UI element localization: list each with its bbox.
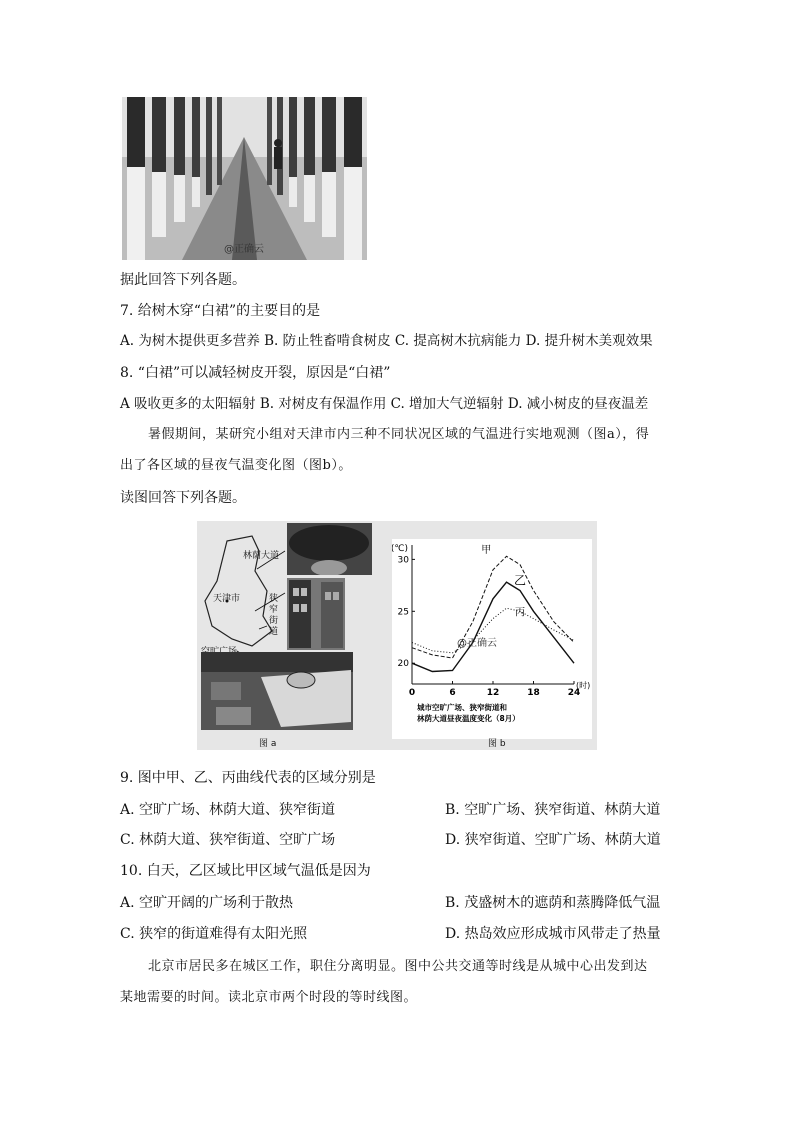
passage1-line1: 暑假期间，某研究小组对天津市内三种不同状况区域的气温进行实地观测（图a），得 xyxy=(148,427,650,442)
q10-stem: 10. 白天，乙区域比甲区域气温低是因为 xyxy=(120,863,371,879)
q10-option-c: C. 狭窄的街道难得有太阳光照 xyxy=(120,926,308,942)
tree-avenue-illustration xyxy=(122,97,367,260)
series-line-2 xyxy=(412,582,574,671)
intro-text: 据此回答下列各题。 xyxy=(120,272,246,288)
x-tick-label: 24 xyxy=(567,688,581,698)
series-label-1: 甲 xyxy=(481,545,492,557)
chart-caption-line2: 林荫大道昼夜温度变化（8月） xyxy=(417,714,520,723)
figure-panel xyxy=(197,521,597,750)
label-narrow-3: 街 xyxy=(269,616,279,626)
caption-a: 图 a xyxy=(259,739,277,749)
label-narrow-1: 狭 xyxy=(269,594,279,604)
q9-option-c: C. 林荫大道、狭窄街道、空旷广场 xyxy=(120,832,336,848)
y-axis-label: (℃) xyxy=(392,544,408,554)
q8-stem: 8. “白裙”可以减轻树皮开裂，原因是“白裙” xyxy=(120,365,391,381)
q9-option-b: B. 空旷广场、狭窄街道、林荫大道 xyxy=(445,802,661,818)
q9-stem: 9. 图中甲、乙、丙曲线代表的区域分别是 xyxy=(120,770,376,786)
chart-watermark: @正确云 xyxy=(457,638,497,649)
series-label-2: 乙 xyxy=(513,573,527,588)
q9-option-a: A. 空旷广场、林荫大道、狭窄街道 xyxy=(120,802,336,818)
photo-watermark: @正确云 xyxy=(224,244,264,255)
y-tick-label: 25 xyxy=(397,607,409,618)
q8-options: A 吸收更多的太阳辐射 B. 对树皮有保温作用 C. 增加大气逆辐射 D. 减小树皮的昼夜温差 xyxy=(120,396,649,412)
plaza-photo xyxy=(201,652,353,730)
q7-stem: 7. 给树木穿“白裙”的主要目的是 xyxy=(120,303,321,319)
read-prompt: 读图回答下列各题。 xyxy=(120,490,246,506)
q9-option-d: D. 狭窄街道、空旷广场、林荫大道 xyxy=(445,832,661,848)
x-tick-label: 12 xyxy=(486,688,500,698)
q10-option-b: B. 茂盛树木的遮荫和蒸腾降低气温 xyxy=(445,895,661,911)
q7-options: A. 为树木提供更多营养 B. 防止牲畜啃食树皮 C. 提高树木抗病能力 D. 提升树木美观效果 xyxy=(120,333,653,349)
x-tick-label: 0 xyxy=(408,688,416,698)
x-tick-label: 6 xyxy=(449,688,456,698)
q10-option-d: D. 热岛效应形成城市风带走了热量 xyxy=(445,926,661,942)
narrow-street-photo xyxy=(287,578,345,650)
avenue-photo xyxy=(287,523,372,575)
q10-option-a: A. 空旷开阔的广场利于散热 xyxy=(120,895,294,911)
label-narrow-street xyxy=(269,594,279,638)
y-tick-label: 20 xyxy=(397,659,409,670)
chart-caption-line1: 城市空旷广场、狭窄街道和 xyxy=(417,703,507,712)
passage2-line2: 某地需要的时间。读北京市两个时段的等时线图。 xyxy=(120,990,418,1005)
x-axis-label: (时) xyxy=(576,681,591,690)
y-tick-label: 30 xyxy=(397,555,409,566)
series-label-3: 丙 xyxy=(515,607,525,619)
x-tick-label: 18 xyxy=(527,688,540,698)
passage1-line2: 出了各区域的昼夜气温变化图（图b）。 xyxy=(120,458,352,473)
label-narrow-4: 道 xyxy=(269,627,279,637)
label-narrow-2: 窄 xyxy=(269,605,279,615)
label-city: 天津市 xyxy=(213,594,241,604)
label-avenue: 林荫大道 xyxy=(243,551,280,561)
caption-b: 图 b xyxy=(488,739,506,749)
passage2-line1: 北京市居民多在城区工作，职住分离明显。图中公共交通等时线是从城中心出发到达 xyxy=(148,959,648,974)
tree-avenue-photo xyxy=(122,97,367,260)
